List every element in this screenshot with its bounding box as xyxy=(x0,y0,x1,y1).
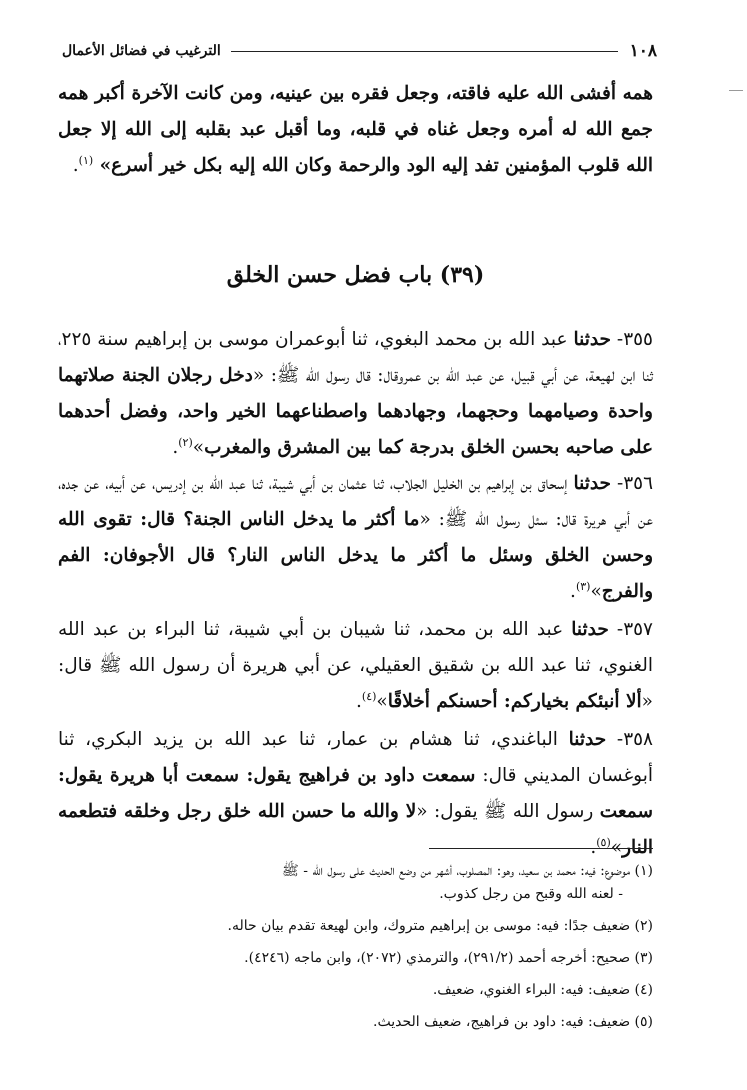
quote-close: » xyxy=(376,691,388,712)
book-title: الترغيب في فضائل الأعمال xyxy=(62,43,221,59)
hadith-number: ٣٥٧- xyxy=(608,619,653,640)
hadith-matn: ألا أنبئكم بخياركم: أحسنكم أخلاقًا xyxy=(387,691,642,712)
hadith-end: . xyxy=(172,437,179,458)
hadith-chain: إسحاق بن إبراهيم بن الخليل الجلاب، ثنا عثمان بن أبي شيبة، ثنا عبد الله بن إدريس، عن أبيه، عن جده، عن أبي هريرة قال: سئل رسول الله ﷺ: « xyxy=(58,473,653,530)
footnote-1-continuation: - لعنه الله وقبح من رجل كذوب. xyxy=(439,886,623,902)
hadith-matn: سمعت داود بن فراهيج يقول: سمعت أبا هريرة يقول: سمعت xyxy=(58,765,654,822)
footnote-3: (٣) صحيح: أخرجه أحمد (٢٩١/٢)، والترمذي (٢٠٧٢)، وابن ماجه (٤٢٤٦). xyxy=(244,950,653,966)
footnote-ref-4: (٤) xyxy=(361,689,377,703)
hadith-lead: حدثنا xyxy=(568,729,607,750)
footnote-ref-3: (٣) xyxy=(575,579,591,593)
header-rule xyxy=(231,51,618,52)
footnote-ref-5: (٥) xyxy=(596,835,611,849)
hadith-chain: الباغندي، ثنا هشام بن عمار، ثنا عبد الله بن يزيد البكري، ثنا أبوغسان المديني قال: xyxy=(58,729,653,786)
continuation-paragraph: همه أفشى الله عليه فاقته، وجعل فقره بين عينيه، ومن كانت الآخرة أكبر همه جمع الله له أمره وجعل غناه في قلبه، وما أقبل عبد بقلبه إلى الله إلا جعل الله قلوب المؤمنين تفد إليه الود والرحمة وكان الله إليه بكل خير أسرع» $^{(١)}$. xyxy=(58,83,654,176)
footnote-1: (١) موضوع: فيه: محمد بن سعيد، وهو: المصلوب، أشهر من وضع الحديث على رسول الله - ﷺ xyxy=(281,863,653,879)
hadith-358 xyxy=(58,722,653,866)
page-number: ١٠٨ xyxy=(629,41,657,61)
footnote-ref-2: (٢) xyxy=(178,435,193,449)
hadith-number: ٣٥٨- xyxy=(606,729,653,750)
hadith-chain: عبد الله بن محمد، ثنا شيبان بن أبي شيبة، ثنا البراء بن عبد الله الغنوي، ثنا عبد الله بن شقيق العقيلي، عن أبي هريرة أن رسول الله ﷺ قال: « xyxy=(58,619,653,712)
hadith-matn: دخل رجلان الجنة صلاتهما واحدة وصيامهما وحجهما، وجهادهما واصطناعهما الخير واحد، وفضل أحدهما على صاحبه بحسن الخلق بدرجة كما بين المشرق والمغرب xyxy=(58,365,653,458)
hadith-matn: ما أكثر ما يدخل الناس الجنة؟ قال: تقوى الله وحسن الخلق وسئل ما أكثر ما يدخل الناس النار؟ قال الأجوفان: الفم والفرج xyxy=(58,509,653,602)
hadith-lead: حدثنا xyxy=(571,619,609,640)
chapter-title: (٣٩) باب فضل حسن الخلق xyxy=(226,262,485,288)
hadith-end: . xyxy=(570,581,576,602)
footnote-4: (٤) ضعيف: فيه: البراء الغنوي، ضعيف. xyxy=(432,982,653,998)
footnote-2: (٢) ضعيف جدًا: فيه: موسى بن إبراهيم متروك، وابن لهيعة تقدم بيان حاله. xyxy=(227,918,653,934)
running-header xyxy=(62,40,657,62)
hadith-357 xyxy=(58,612,653,720)
footnotes xyxy=(58,860,653,1043)
hadith-number: ٣٥٥- xyxy=(610,329,653,350)
hadith-matn-2: لا والله ما حسن الله خلق رجل وخلقه فتطعمه النار xyxy=(58,801,653,858)
footnote-ref-1: (١) xyxy=(78,153,94,167)
hadith-end: . xyxy=(356,691,362,712)
hadith-chain: عبد الله بن محمد البغوي، ثنا أبوعمران موسى بن إبراهيم سنة ٢٢٥، ثنا ابن لهيعة، عن أبي قبيل، عن عبد الله بن عمروقال: قال رسول الله ﷺ: « xyxy=(58,329,654,386)
hadith-number: ٣٥٦- xyxy=(610,473,654,494)
hadith-lead: حدثنا xyxy=(573,473,611,494)
quote-close: » xyxy=(192,437,205,458)
quote-close: » xyxy=(590,581,602,602)
hadith-lead: حدثنا xyxy=(573,329,611,350)
continuation-text: همه أفشى الله عليه فاقته، وجعل فقره بين عينيه، ومن كانت الآخرة أكبر همه جمع الله له أمره وجعل غناه في قلبه، وما أقبل عبد بقلبه إلى الله إلا جعل الله قلوب المؤمنين تفد إليه الود والرحمة وكان الله إليه بكل خير أسرع» xyxy=(58,83,654,176)
footnote-5: (٥) ضعيف: فيه: داود بن فراهيج، ضعيف الحديث. xyxy=(373,1014,653,1030)
margin-mark xyxy=(729,90,743,91)
hadith-end: . xyxy=(590,837,597,858)
footnote-separator xyxy=(429,848,653,849)
quote-close: » xyxy=(610,837,623,858)
hadith-356 xyxy=(58,466,653,610)
hadith-chain-2: رسول الله ﷺ يقول: « xyxy=(416,801,600,822)
hadith-355 xyxy=(58,322,653,466)
